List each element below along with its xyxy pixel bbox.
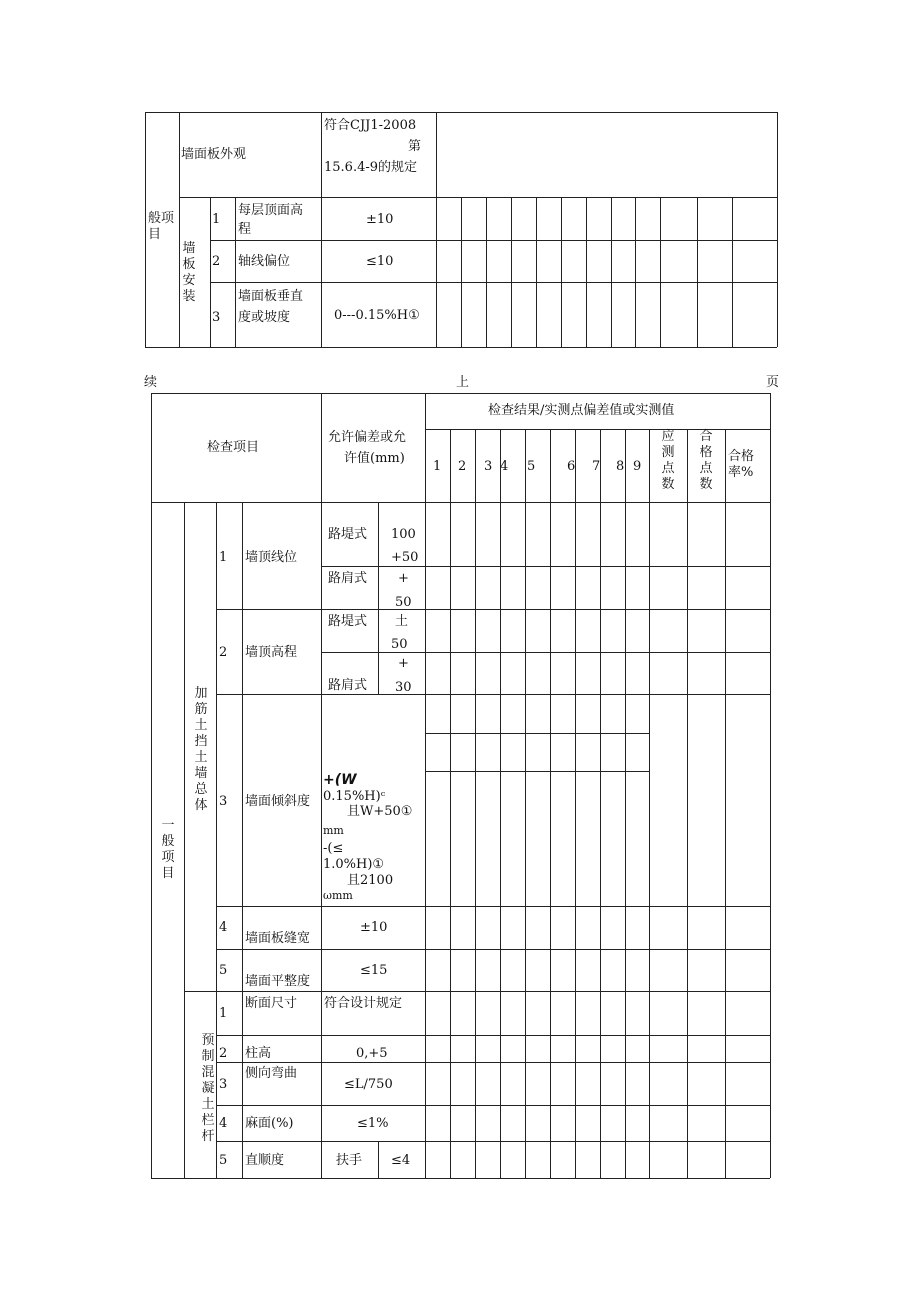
header-point-7: 7 <box>592 459 601 474</box>
wall-top-elev-val1a: 土 <box>395 614 409 629</box>
grid-line <box>649 429 650 1178</box>
top-row-2-item: 轴线偏位 <box>238 254 291 269</box>
wall-top-line-val1b: +50 <box>391 550 419 565</box>
wall-top-line-sub1: 路堤式 <box>328 527 368 542</box>
wall-tilt-line-3: 且W+50① <box>347 804 413 819</box>
appearance-requirement-3: 15.6.4-9的规定 <box>324 160 418 175</box>
grid-line <box>184 502 185 1178</box>
grid-line <box>425 393 426 1178</box>
main-section-label: 一般项目 <box>161 818 175 881</box>
wall-tilt-line-8: ωmm <box>323 889 353 902</box>
rail-3-no: 3 <box>219 1077 228 1092</box>
rail-3-tolerance: ≤L/750 <box>344 1077 393 1092</box>
wall-top-elev-val2a: + <box>398 656 409 671</box>
grid-line <box>151 393 152 1178</box>
flatness-no: 5 <box>219 963 228 978</box>
header-point-5: 5 <box>527 459 536 474</box>
rail-5-no: 5 <box>219 1153 228 1168</box>
header-qualified-points: 合格点数 <box>699 429 713 492</box>
grid-line <box>216 694 770 695</box>
wall-top-line-name: 墙顶线位 <box>245 550 298 565</box>
grid-line <box>770 393 771 1178</box>
rail-5-tolerance: ≤4 <box>391 1153 411 1168</box>
rail-4-tolerance: ≤1% <box>357 1116 389 1131</box>
grid-line <box>586 197 587 347</box>
header-point-6: 6 <box>567 459 576 474</box>
grid-line <box>151 393 770 394</box>
grid-line <box>210 282 777 283</box>
grid-line <box>625 429 626 1178</box>
joint-name: 墙面板缝宽 <box>245 931 311 946</box>
grid-line <box>425 429 770 430</box>
grid-line <box>216 502 217 1178</box>
appearance-requirement-2: 第 <box>408 139 422 154</box>
grid-line <box>184 991 770 992</box>
wall-top-line-val2b: 50 <box>395 595 412 610</box>
grid-line <box>145 347 777 348</box>
grid-line <box>450 429 451 1178</box>
header-pass-rate: 合格率% <box>728 449 755 480</box>
header-should-measure: 应测点数 <box>661 429 675 492</box>
header-check-item: 检查项目 <box>207 440 260 455</box>
grid-line <box>321 566 770 567</box>
grid-line <box>145 112 777 113</box>
wall-tilt-line-7: 且2100 <box>347 873 394 888</box>
wall-top-elev-val2b: 30 <box>395 680 412 695</box>
grid-line <box>536 197 537 347</box>
header-point-4: 4 <box>500 459 509 474</box>
wall-tilt-line-2: 0.15%H)ᶜ <box>323 789 386 804</box>
grid-line <box>425 771 649 772</box>
rail-1-tolerance: 符合设计规定 <box>324 996 403 1011</box>
grid-line <box>561 197 562 347</box>
grid-line <box>635 197 636 347</box>
grid-line <box>151 1178 770 1179</box>
rail-1-name: 断面尺寸 <box>245 996 298 1011</box>
flatness-tolerance: ≤15 <box>360 963 388 978</box>
rail-2-name: 柱高 <box>245 1046 272 1061</box>
grid-line <box>378 1141 379 1178</box>
grid-line <box>725 429 726 1178</box>
wall-top-line-no: 1 <box>219 550 228 565</box>
grid-line <box>600 429 601 1178</box>
grid-line <box>321 393 322 1178</box>
grid-line <box>179 197 777 198</box>
top-row-3-no: 3 <box>212 310 221 325</box>
wall-tilt-line-1: +(W <box>323 772 357 788</box>
grid-line <box>461 197 462 347</box>
grid-line <box>216 906 770 907</box>
grid-line <box>732 197 733 347</box>
header-point-9: 9 <box>633 459 642 474</box>
grid-line <box>550 429 551 1178</box>
grid-line <box>145 112 146 347</box>
header-point-8: 8 <box>616 459 625 474</box>
top-row-3-tolerance: 0---0.15%H① <box>334 308 420 323</box>
grid-line <box>436 112 437 347</box>
joint-tolerance: ±10 <box>360 920 388 935</box>
top-row-2-tolerance: ≤10 <box>366 254 394 269</box>
wall-tilt-name: 墙面倾斜度 <box>245 794 311 809</box>
rail-2-no: 2 <box>219 1046 228 1061</box>
appearance-label: 墙面板外观 <box>181 147 247 162</box>
rail-4-name: 麻面(%) <box>245 1116 294 1131</box>
wall-top-elev-val1b: 50 <box>391 637 408 652</box>
grid-line <box>210 240 777 241</box>
wall-top-line-val2a: + <box>398 571 409 586</box>
top-row-1-tolerance: ±10 <box>366 212 394 227</box>
page-continued-label: 续 <box>144 375 158 390</box>
grid-line <box>525 429 526 1178</box>
top-row-1-item-2: 程 <box>238 222 252 237</box>
grid-line <box>235 197 236 347</box>
rail-5-sub: 扶手 <box>336 1153 363 1168</box>
grid-line <box>660 197 661 347</box>
grid-line <box>777 112 778 347</box>
grid-line <box>697 197 698 347</box>
header-point-1: 1 <box>433 459 442 474</box>
grid-line <box>216 1062 770 1063</box>
page-mid-label: 上 <box>456 375 470 390</box>
group-reinforced-wall: 加筋土挡土墙总体 <box>194 686 208 813</box>
header-point-2: 2 <box>458 459 467 474</box>
grid-line <box>216 1035 770 1036</box>
top-row-3-item: 墙面板垂直 <box>238 289 304 304</box>
rail-5-name: 直顺度 <box>245 1153 285 1168</box>
flatness-name: 墙面平整度 <box>245 974 311 989</box>
grid-line <box>611 197 612 347</box>
joint-no: 4 <box>219 920 228 935</box>
header-tolerance-1: 允许偏差或允 <box>328 430 407 445</box>
grid-line <box>511 197 512 347</box>
group-precast-rail: 预制混凝土栏杆 <box>201 1033 215 1144</box>
appearance-requirement-1: 符合CJJ1-2008 <box>324 118 417 133</box>
rail-3-name: 侧向弯曲 <box>245 1066 298 1081</box>
grid-line <box>151 502 770 503</box>
top-row-2-no: 2 <box>212 254 221 269</box>
grid-line <box>475 429 476 1178</box>
grid-line <box>216 949 770 950</box>
wall-tilt-line-5: -(≤ <box>323 841 344 856</box>
wall-install-group-label: 墙板安装 <box>182 241 196 304</box>
top-row-1-no: 1 <box>212 212 221 227</box>
grid-line <box>575 429 576 1178</box>
rail-1-no: 1 <box>219 1006 228 1021</box>
grid-line <box>321 652 770 653</box>
grid-line <box>486 197 487 347</box>
top-section-label: 般项 目 <box>148 211 175 242</box>
wall-top-line-sub2: 路肩式 <box>328 571 368 586</box>
grid-line <box>378 502 379 694</box>
grid-line <box>210 197 211 347</box>
grid-line <box>216 609 770 610</box>
wall-tilt-line-4: mm <box>323 824 344 837</box>
grid-line <box>321 112 322 347</box>
wall-tilt-line-6: 1.0%H)① <box>323 857 385 872</box>
grid-line <box>425 733 649 734</box>
rail-4-no: 4 <box>219 1116 228 1131</box>
wall-top-elev-sub1: 路堤式 <box>328 614 368 629</box>
grid-line <box>242 502 243 1178</box>
wall-top-elev-sub2: 路肩式 <box>328 678 368 693</box>
grid-line <box>216 1105 770 1106</box>
header-tolerance-2: 许值(mm) <box>344 451 405 466</box>
top-row-3-item-2: 度或坡度 <box>238 310 291 325</box>
page-label: 页 <box>766 375 780 390</box>
wall-top-elev-name: 墙顶高程 <box>245 645 298 660</box>
grid-line <box>687 429 688 1178</box>
wall-top-line-val1a: 100 <box>391 527 416 542</box>
wall-tilt-no: 3 <box>219 794 228 809</box>
grid-line <box>216 1141 770 1142</box>
header-point-3: 3 <box>484 459 493 474</box>
rail-2-tolerance: 0,+5 <box>356 1046 388 1061</box>
header-check-results: 检查结果/实测点偏差值或实测值 <box>488 403 675 418</box>
top-row-1-item: 每层顶面高 <box>238 203 304 218</box>
grid-line <box>179 112 180 347</box>
wall-top-elev-no: 2 <box>219 645 228 660</box>
grid-line <box>500 429 501 1178</box>
